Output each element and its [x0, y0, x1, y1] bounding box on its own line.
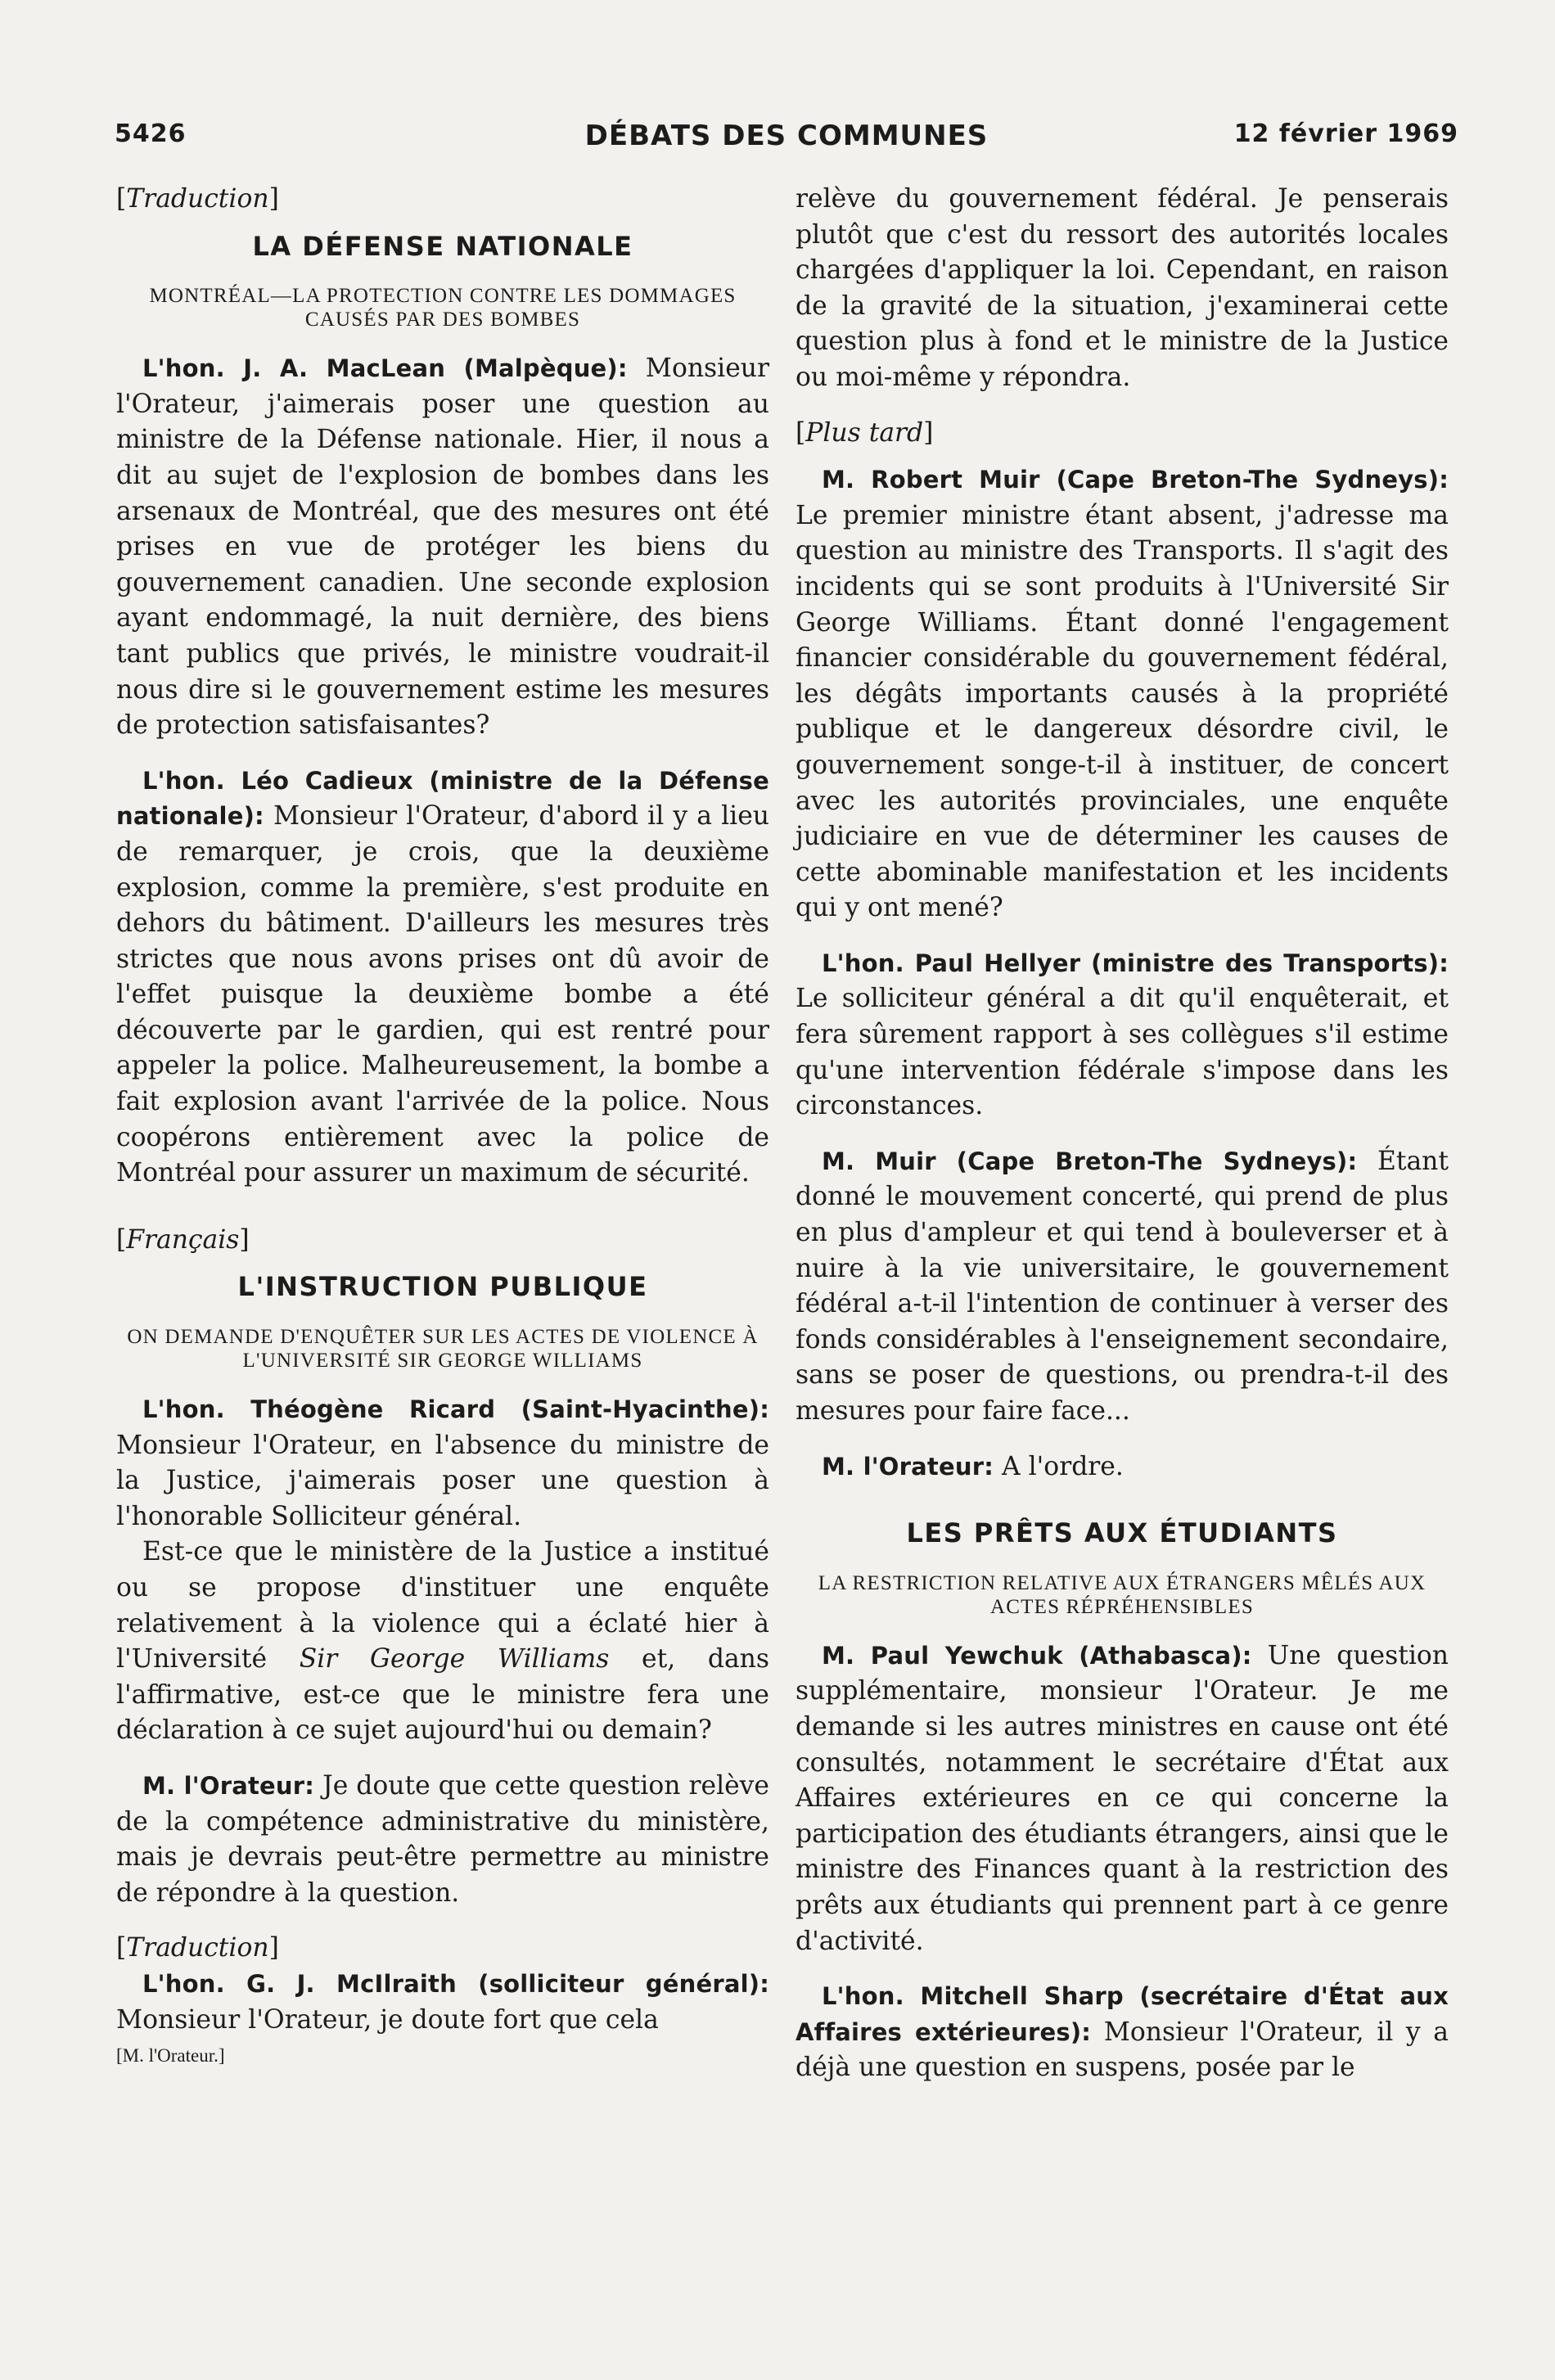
speaker-name: M. Paul Yewchuk (Athabasca): [822, 1641, 1252, 1670]
section-heading: L'INSTRUCTION PUBLIQUE [237, 1271, 648, 1303]
language-tag: [ Français ] [116, 1223, 769, 1259]
speech-paragraph [796, 946, 1449, 1125]
speaker-name: L'hon. Mitchell Sharp (secrétaire d'État aux Affaires extérieures): [796, 1982, 1449, 2046]
speaker-name: M. l'Orateur: [142, 1771, 315, 1800]
section-heading: LES PRÊTS AUX ÉTUDIANTS [906, 1517, 1338, 1549]
speech-continuation: relève du gouvernement fédéral. Je penserais plutôt que c'est du ressort des autorités locales chargées d'appliquer la loi. Cependant, en raison de la gravité de la situation, j'examinerai cette question plus à fond et le ministre de la Justice ou moi-même y répondra. [796, 184, 1449, 392]
page-date: 12 février 1969 [1233, 119, 1458, 148]
speech-text: A l'ordre. [1001, 1451, 1124, 1481]
speech-text: Monsieur l'Orateur, je doute fort que cela [116, 2004, 659, 2035]
speech-text: Le solliciteur général a dit qu'il enquêterait, et fera sûrement rapport à ses collègues s'il estime qu'une intervention fédérale s'impose dans les circonstances. [796, 984, 1449, 1121]
speech-paragraph [116, 1967, 769, 2038]
section-heading: LA DÉFENSE NATIONALE [252, 230, 633, 262]
speech-paragraph [796, 1639, 1449, 1959]
speech-paragraph [116, 1769, 769, 1911]
speech-text: Est-ce que le ministère de la Justice a institué ou se propose d'instituer une enquête relativement à la violence qui a éclaté hier à l'Université [116, 1537, 769, 1675]
left-column [116, 182, 769, 2074]
page-title: DÉBATS DES COMMUNES [584, 119, 989, 152]
speaker-name: M. l'Orateur: [822, 1452, 994, 1481]
speech-text: Le premier ministre étant absent, j'adresse ma question au ministre des Transports. Il s'agit des incidents qui se sont produits à l'Université Sir George Williams. Étant donné l'engagement financier considérable du gouvernement fédéral, les dégâts importants causés à la propriété publique et le dangereux désordre civil, le gouvernement songe-t-il à instituer, de concert avec les autorités provinciales, une enquête judiciaire en vue de déterminer les causes de cette abominable manifestation et les incidents qui y ont mené? [796, 500, 1449, 923]
speech-paragraph [796, 1979, 1449, 2086]
speaker-name: M. Robert Muir (Cape Breton-The Sydneys): [822, 466, 1449, 494]
speech-text: Monsieur l'Orateur, il y a déjà une question en suspens, posée par le [796, 2017, 1449, 2083]
page-number: 5426 [115, 119, 187, 148]
language-tag: [ Traduction ] [116, 182, 769, 218]
language-tag: [ Traduction ] [116, 1931, 769, 1967]
speech-text: Monsieur l'Orateur, j'aimerais poser une question au ministre de la Défense nationale. Hier, il nous a dit au sujet de l'explosion de bombes dans les arsenaux de Montréal, que des mesures ont été prises en vue de protéger les biens du gouvernement canadien. Une seconde explosion ayant endommagé, la nuit dernière, des biens tant publics que privés, le ministre voudrait-il nous dire si le gouvernement estime les mesures de protection satisfaisantes? [116, 354, 770, 741]
speech-text: et, dans l'affirmative, est-ce que le ministre fera une déclaration à ce sujet aujourd'hui ou demain? [116, 1644, 769, 1746]
page-footer-tag: [M. l'Orateur.] [116, 2045, 225, 2067]
institution-name: Sir George Williams [299, 1644, 610, 1675]
speech-paragraph [796, 462, 1449, 926]
speech-text: Je doute que cette question relève de la compétence administrative du ministère, mais je devrais peut-être permettre au ministre de répondre à la question. [116, 1770, 769, 1908]
speaker-name: M. Muir (Cape Breton-The Sydneys): [822, 1147, 1358, 1175]
speech-text: Une question supplémentaire, monsieur l'Orateur. Je me demande si les autres ministres en cause ont été consultés, notamment le secrétaire d'État aux Affaires extérieures en ce qui concerne la participation des étudiants étrangers, ainsi que le ministre des Finances quant à la restriction des prêts aux étudiants qui prennent part à ce genre d'activité. [796, 1640, 1449, 1956]
speech-paragraph [116, 764, 769, 1192]
right-column [796, 182, 1449, 2086]
speech-paragraph [116, 351, 769, 744]
section-subheading: ON DEMANDE D'ENQUÊTER SUR LES ACTES DE VIOLENCE À L'UNIVERSITÉ SIR GEORGE WILLIAMS [127, 1326, 759, 1373]
speech-paragraph [796, 1144, 1449, 1430]
running-head [115, 119, 1458, 156]
speech-paragraph [116, 1392, 769, 1535]
section-subheading: MONTRÉAL—LA PROTECTION CONTRE LES DOMMAGES CAUSÉS PAR DES BOMBES [149, 285, 737, 331]
speaker-name: L'hon. Théogène Ricard (Saint-Hyacinthe): [142, 1395, 769, 1424]
speech-text: Étant donné le mouvement concerté, qui prend de plus en plus d'ampleur et qui tend à bouleverser et à nuire à la vie universitaire, le gouvernement fédéral a-t-il l'intention de continuer à verser des fonds considérables à l'enseignement secondaire, sans se poser de questions, ou prendra-t-il des mesures pour faire face... [796, 1146, 1449, 1426]
speaker-name: L'hon. J. A. MacLean (Malpèque): [142, 354, 628, 383]
speech-text: Monsieur l'Orateur, d'abord il y a lieu de remarquer, je crois, que la deuxième explosion, comme la première, s'est produite en dehors du bâtiment. D'ailleurs les mesures très strictes que nous avons prises ont dû avoir de l'effet puisque la deuxième bombe a été découverte par le gardien, qui est rentré pour appeler la police. Malheureusement, la bombe a fait explosion avant l'arrivée de la police. Nous coopérons entièrement avec la police de Montréal pour assurer un maximum de sécurité. [116, 801, 769, 1188]
speech-text: Monsieur l'Orateur, en l'absence du ministre de la Justice, j'aimerais poser une question à l'honorable Solliciteur général. [116, 1430, 769, 1531]
speaker-name: L'hon. G. J. McIlraith (solliciteur général): [142, 1969, 769, 1998]
language-tag: [ Plus tard ] [796, 416, 1449, 452]
speaker-name: L'hon. Paul Hellyer (ministre des Transports): [822, 949, 1449, 977]
speech-paragraph [796, 1449, 1449, 1485]
speaker-name: L'hon. Léo Cadieux (ministre de la Défense nationale): [116, 766, 769, 831]
section-subheading: LA RESTRICTION RELATIVE AUX ÉTRANGERS MÊLÉS AUX ACTES RÉPRÉHENSIBLES [818, 1571, 1427, 1618]
speech-paragraph [116, 1535, 769, 1749]
